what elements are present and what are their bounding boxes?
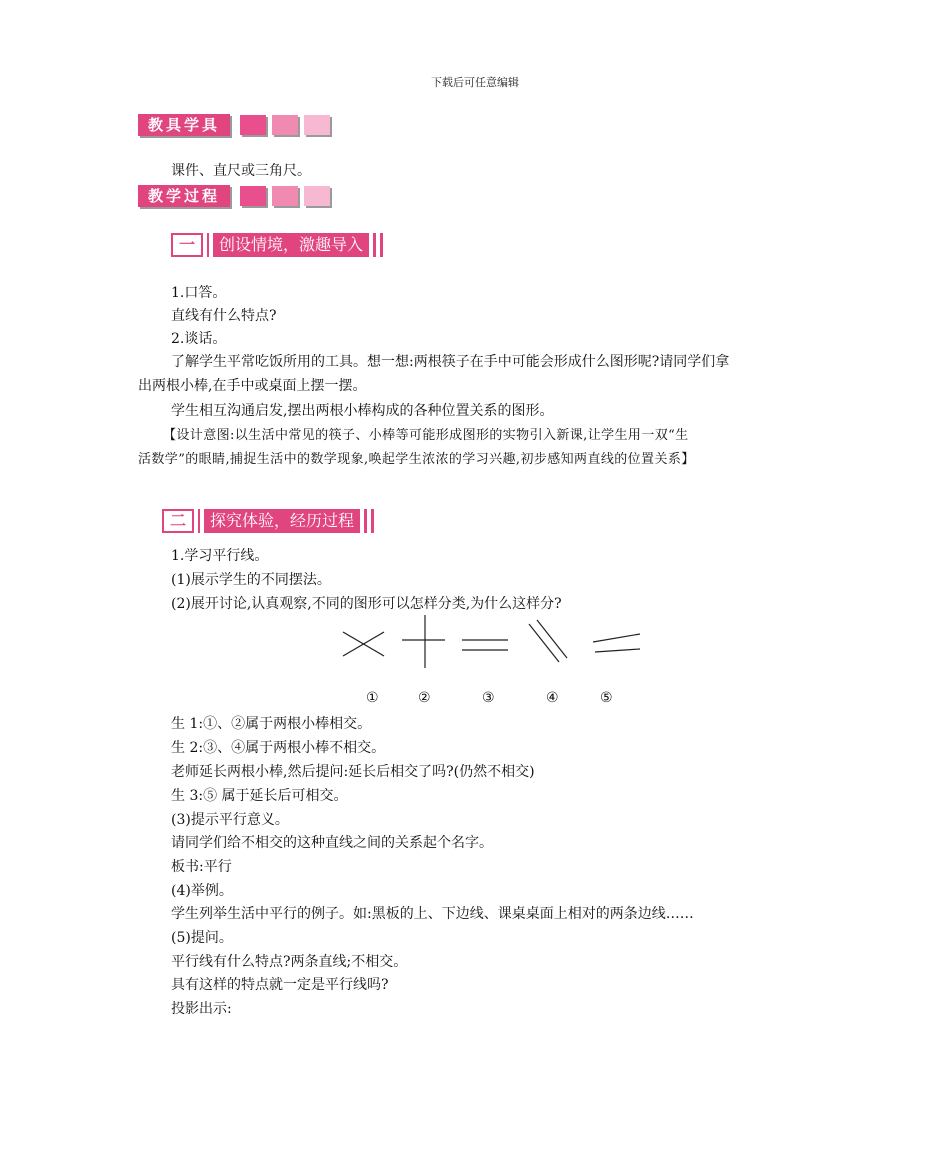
paragraph: 出两根小棒,在手中或桌面上摆一摆。 [138,378,367,394]
figure-label: ④ [546,690,559,706]
paragraph: 直线有什么特点? [171,308,277,324]
paragraph: (1)展示学生的不同摆法。 [171,572,331,588]
paragraph: (4)举例。 [171,883,233,899]
tools-tag: 教具学具 [138,114,230,136]
paragraph: 生 3:⑤ 属于延长后可相交。 [171,788,348,804]
decor-square-dark [240,115,266,135]
figure-label: ② [418,690,431,706]
decor-square-dark [240,186,266,206]
part2-banner [162,509,374,533]
decor-square-mid [272,115,298,135]
figure-parallel-horizontal-sticks [462,640,508,650]
decor-square-light [304,186,330,206]
decor-square-light [304,115,330,135]
paragraph: 1.学习平行线。 [171,548,269,564]
paragraph: (2)展开讨论,认真观察,不同的图形可以怎样分类,为什么这样分? [171,596,562,612]
figure-label: ⑤ [600,690,613,706]
part1-number: 一 [171,233,203,257]
figure-label: ① [366,690,379,706]
figure-perpendicular-sticks [402,615,445,668]
paragraph: 生 2:③、④属于两根小棒不相交。 [171,740,386,756]
tools-section-heading [138,114,330,136]
banner-bar [364,509,367,533]
design-note: 【设计意图:以生活中常见的筷子、小棒等可能形成图形的实物引入新课,让学生用一双“生 [163,428,689,443]
paragraph: (3)提示平行意义。 [171,812,289,828]
paragraph: 2.谈话。 [171,331,227,347]
figure-crossing-sticks [343,632,384,656]
figure-converging-sticks [593,634,640,652]
paragraph: 板书:平行 [171,859,232,875]
paragraph: 投影出示: [171,1001,232,1017]
figure-label: ③ [482,690,495,706]
paragraph: 请同学们给不相交的这种直线之间的关系起个名字。 [171,835,493,851]
tools-content: 课件、直尺或三角尺。 [171,163,311,179]
part1-title: 创设情境，激趣导入 [213,233,369,257]
paragraph: 老师延长两根小棒,然后提问:延长后相交了吗?(仍然不相交) [171,764,535,780]
decor-square-mid [272,186,298,206]
paragraph: 学生相互沟通启发,摆出两根小棒构成的各种位置关系的图形。 [171,403,554,419]
paragraph: 生 1:①、②属于两根小棒相交。 [171,716,372,732]
process-tag: 教学过程 [138,185,230,207]
paragraph: (5)提问。 [171,930,233,946]
page-header: 下载后可任意编辑 [431,76,519,89]
part2-title: 探究体验，经历过程 [204,509,360,533]
banner-divider [198,509,200,533]
figure-parallel-diagonal-sticks [529,620,567,662]
paragraph: 具有这样的特点就一定是平行线吗? [171,977,389,993]
paragraph: 了解学生平常吃饭所用的工具。想一想:两根筷子在手中可能会形成什么图形呢?请同学们拿 [171,354,730,370]
banner-divider [207,233,209,257]
process-section-heading [138,185,330,207]
paragraph: 1.口答。 [171,285,227,301]
paragraph: 平行线有什么特点?两条直线;不相交。 [171,954,408,970]
banner-bar [373,233,376,257]
design-note: 活数学”的眼睛,捕捉生活中的数学现象,唤起学生浓浓的学习兴趣,初步感知两直线的位置关系】 [138,452,695,467]
part2-number: 二 [162,509,194,533]
paragraph: 学生列举生活中平行的例子。如:黑板的上、下边线、课桌桌面上相对的两条边线…… [171,906,694,922]
banner-bar [371,509,374,533]
part1-banner [171,233,383,257]
banner-bar [380,233,383,257]
stick-arrangements-figure [330,612,660,674]
